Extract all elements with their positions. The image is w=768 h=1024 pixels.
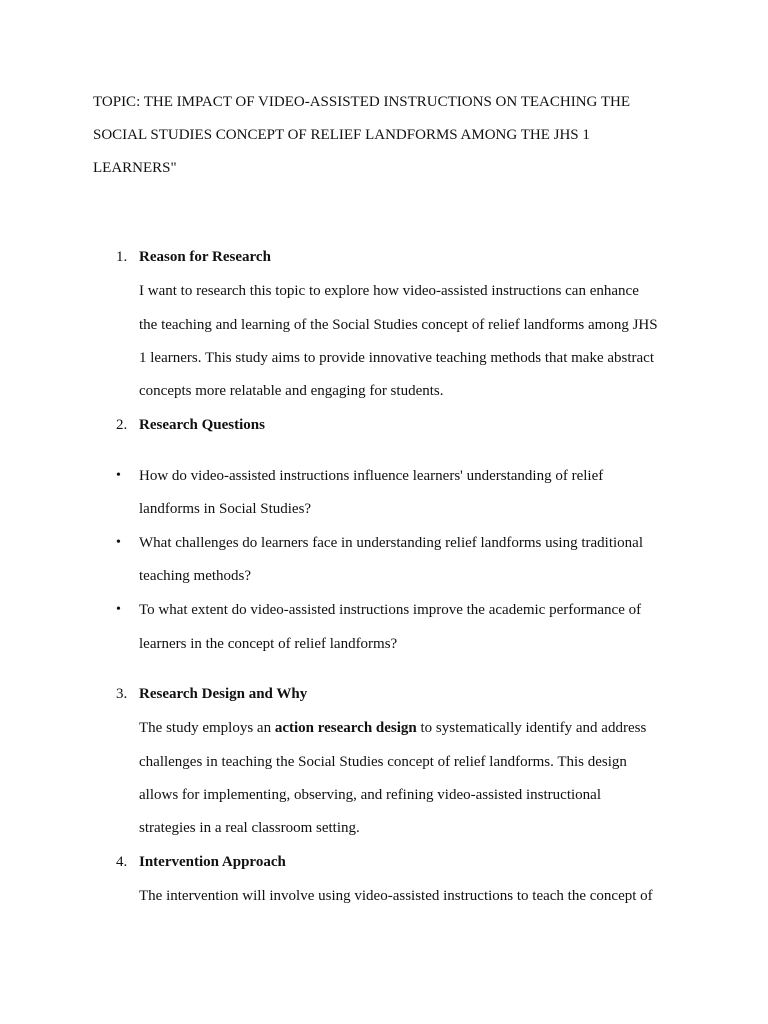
section-number: 1. xyxy=(116,249,128,265)
paragraph-line: concepts more relatable and engaging for students. xyxy=(139,383,444,399)
paragraph-line: strategies in a real classroom setting. xyxy=(139,820,360,836)
section-number: 3. xyxy=(116,686,128,702)
section-heading: Intervention Approach xyxy=(139,854,286,870)
paragraph-line: the teaching and learning of the Social Studies concept of relief landforms among JHS xyxy=(139,317,658,333)
topic-line: TOPIC: THE IMPACT OF VIDEO-ASSISTED INSTRUCTIONS ON TEACHING THE xyxy=(93,94,630,110)
question-line: landforms in Social Studies? xyxy=(139,501,312,517)
topic-line: LEARNERS" xyxy=(93,160,177,176)
section-heading: Research Questions xyxy=(139,417,265,433)
question-line: learners in the concept of relief landforms? xyxy=(139,636,398,652)
bullet-icon: • xyxy=(116,602,121,617)
paragraph-line: The study employs an action research design to systematically identify and address xyxy=(139,720,647,736)
question-line: teaching methods? xyxy=(139,568,252,584)
emphasis-text: action research design xyxy=(274,720,417,736)
section-number: 2. xyxy=(116,417,128,433)
paragraph-line: The intervention will involve using video-assisted instructions to teach the concept of xyxy=(139,888,653,904)
paragraph-line: allows for implementing, observing, and refining video-assisted instructional xyxy=(139,787,601,803)
topic-title xyxy=(93,86,693,185)
bullet-icon: • xyxy=(116,535,121,550)
section-heading: Research Design and Why xyxy=(139,686,308,702)
section-heading: Reason for Research xyxy=(139,249,271,265)
question-line: What challenges do learners face in understanding relief landforms using traditional xyxy=(139,535,643,551)
bullet-icon: • xyxy=(116,468,121,483)
question-line: How do video-assisted instructions influence learners' understanding of relief xyxy=(139,468,604,484)
paragraph-line: I want to research this topic to explore how video-assisted instructions can enhance xyxy=(139,283,639,299)
paragraph-line: 1 learners. This study aims to provide innovative teaching methods that make abstract xyxy=(139,350,655,366)
section-number: 4. xyxy=(116,854,128,870)
paragraph-line: challenges in teaching the Social Studies concept of relief landforms. This design xyxy=(139,754,627,770)
question-line: To what extent do video-assisted instructions improve the academic performance of xyxy=(139,602,642,618)
topic-line: SOCIAL STUDIES CONCEPT OF RELIEF LANDFORMS AMONG THE JHS 1 xyxy=(93,127,590,143)
